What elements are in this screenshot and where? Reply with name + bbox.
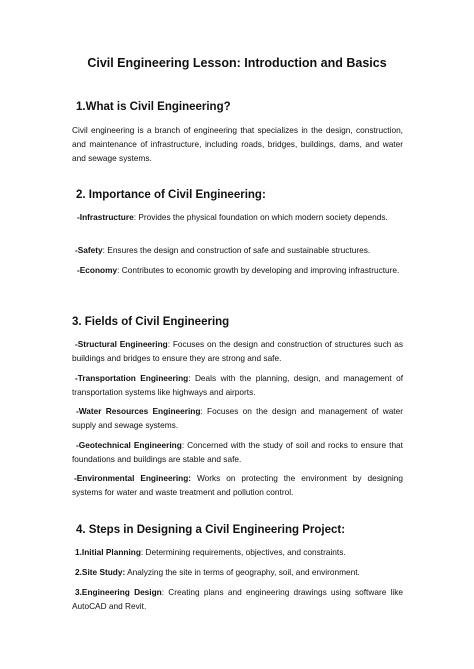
item-text: : Deals with the planning, design, and management of transportation systems like highways and airports. (72, 373, 404, 397)
item-label: -Geotechnical Engineering (76, 440, 182, 450)
item-label: -Water Resources Engineering (76, 406, 201, 416)
item-text: : Concerned with the study of soil and rocks to ensure that foundations and buildings are stable and safe. (72, 440, 403, 464)
item-label: -Transportation Engineering (75, 373, 189, 383)
item-text: : Provides the physical foundation on which modern society depends. (133, 212, 388, 222)
item-label: 2.Site Study: (75, 567, 126, 577)
item-text: Works on protecting the environment by designing systems for water and waste treatment and pollution control. (72, 473, 403, 497)
document-title: Civil Engineering Lesson: Introduction and Basics (87, 56, 387, 70)
item-text: : Contributes to economic growth by developing and improving infrastructure. (117, 265, 400, 275)
item-text: : Determining requirements, objectives, and constraints. (140, 547, 346, 557)
section-3-heading: 3. Fields of Civil Engineering (72, 316, 230, 328)
field-item (72, 371, 403, 399)
item-text: : Ensures the design and construction of safe and sustainable structures. (102, 245, 371, 255)
item-text: : Focuses on the design and construction of structures such as buildings and bridges to ensure they are strong and safe. (72, 339, 403, 363)
item-label: -Environmental Engineering: (74, 473, 192, 483)
item-label: -Economy (77, 265, 118, 275)
item-label: 1.Initial Planning (75, 547, 141, 557)
importance-item (72, 210, 403, 224)
section-2-heading: 2. Importance of Civil Engineering: (76, 189, 266, 201)
field-item (72, 404, 403, 432)
item-text: Analyzing the site in terms of geography, soil, and environment. (125, 567, 360, 577)
item-text: : Focuses on the design and management of water supply and sewage systems. (72, 406, 403, 430)
section-1-heading: 1.What is Civil Engineering? (76, 101, 231, 113)
item-label: -Infrastructure (77, 212, 134, 222)
importance-item (72, 243, 403, 257)
field-item (72, 471, 403, 499)
section-1-body: Civil engineering is a branch of engineering that specializes in the design, construction, and maintenance of infrastructure, including roads, bridges, buildings, dams, and water and sewage systems. (72, 125, 403, 163)
step-item (72, 565, 403, 579)
step-item (72, 585, 403, 613)
field-item (72, 438, 403, 466)
item-label: -Safety (75, 245, 103, 255)
item-text: : Creating plans and engineering drawings using software like AutoCAD and Revit. (72, 587, 403, 611)
step-item (72, 545, 403, 559)
field-item (72, 337, 403, 365)
item-label: -Structural Engineering (75, 339, 168, 349)
item-label: 3.Engineering Design (75, 587, 162, 597)
section-4-heading: 4. Steps in Designing a Civil Engineering Project: (76, 524, 346, 536)
importance-item (72, 263, 403, 277)
